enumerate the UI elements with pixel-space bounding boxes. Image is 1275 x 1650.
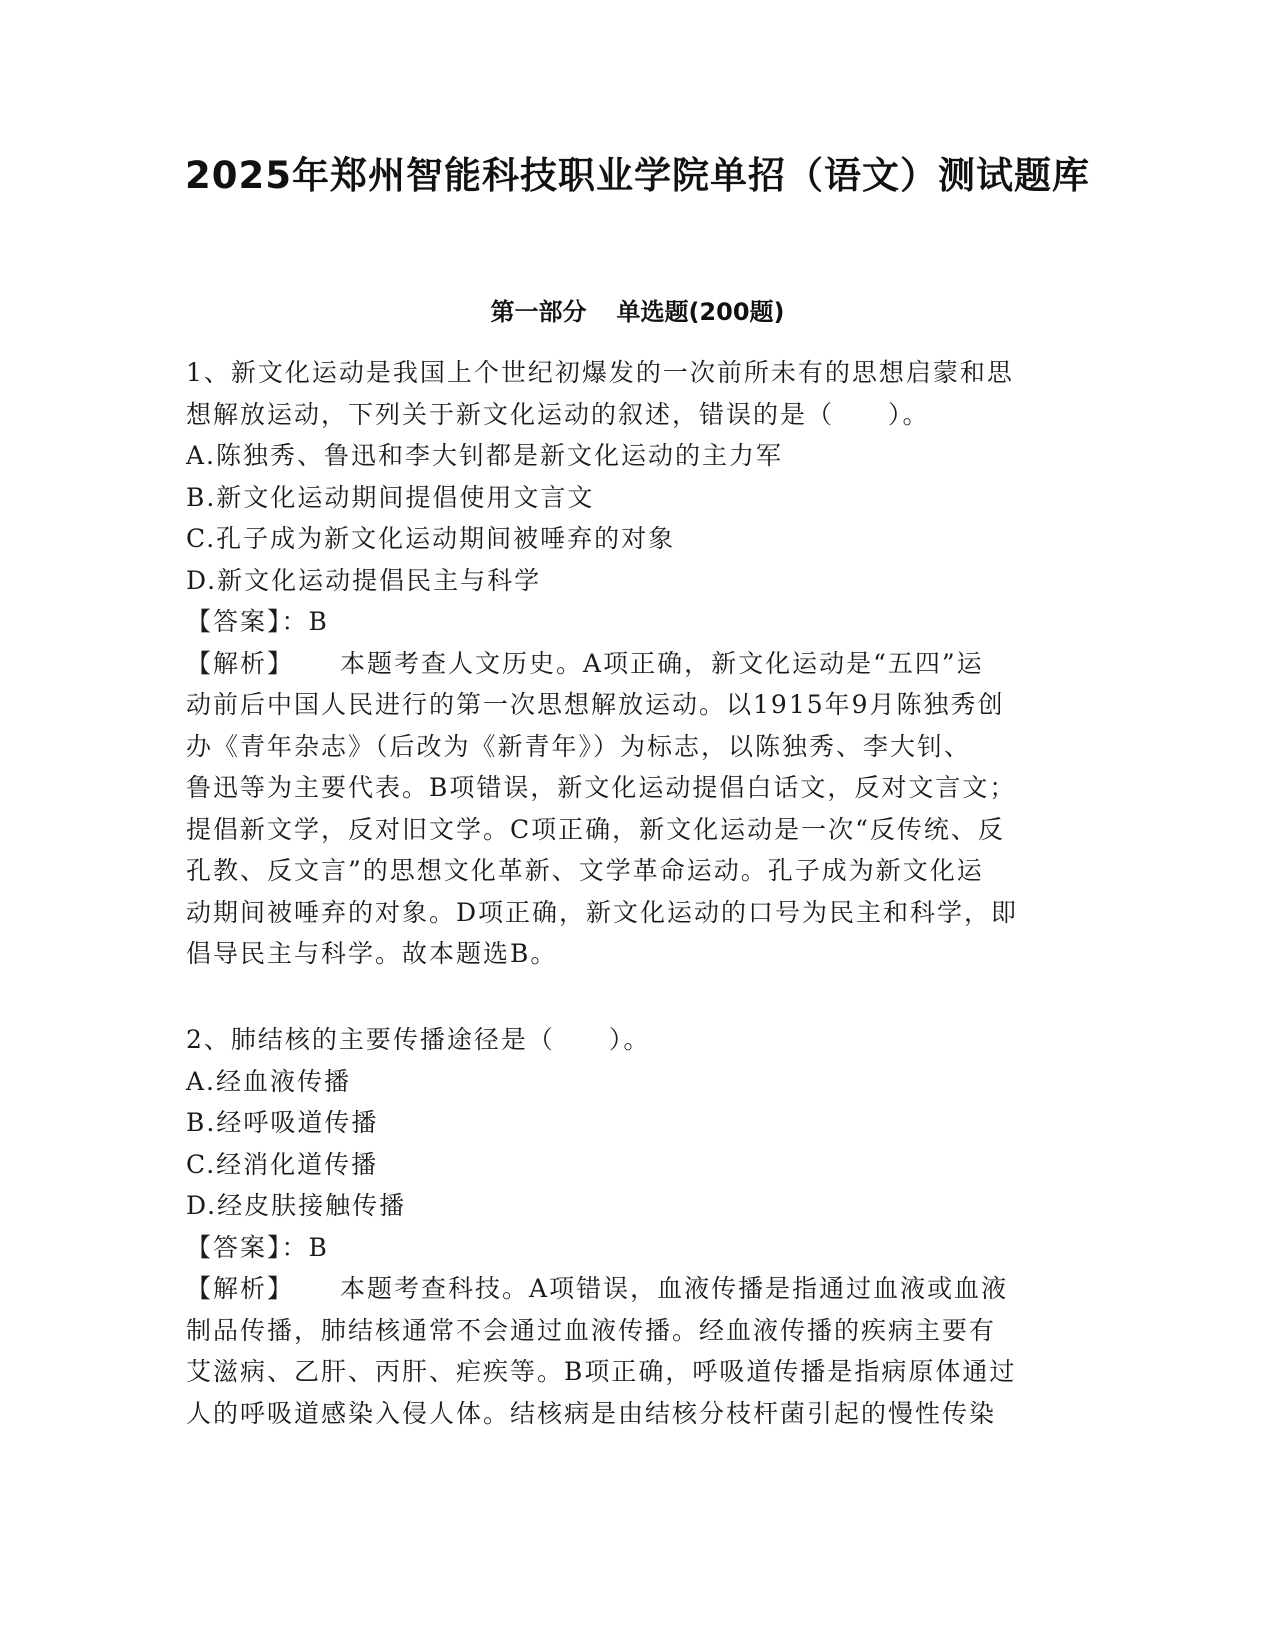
- analysis-label: 【解析】: [186, 1274, 295, 1303]
- option-b: B.经呼吸道传播: [186, 1108, 379, 1137]
- analysis-text: 艾滋病、乙肝、丙肝、疟疾等。B项正确，呼吸道传播是指病原体通过: [186, 1357, 1017, 1386]
- answer-value: B: [308, 607, 329, 636]
- answer-label: 【答案】：: [186, 1232, 309, 1262]
- section-part-label: 第一部分: [490, 298, 587, 326]
- answer-line: [186, 601, 1086, 643]
- option-a: A.经血液传播: [186, 1066, 352, 1096]
- analysis-text: 孔教、反文言”的思想文化革新、文学革命运动。孔子成为新文化运: [186, 856, 984, 885]
- analysis-text: 动期间被唾弃的对象。D项正确，新文化运动的口号为民主和科学，即: [186, 897, 1019, 927]
- analysis-line: [186, 1268, 1086, 1310]
- question-stem-line: 2、肺结核的主要传播途径是（ ）。: [186, 1025, 651, 1054]
- analysis-line: [186, 643, 1086, 685]
- option-d: D.经皮肤接触传播: [186, 1191, 407, 1220]
- question-stem-line: 想解放运动，下列关于新文化运动的叙述，错误的是（ ）。: [186, 399, 930, 429]
- option-c: C.孔子成为新文化运动期间被唾弃的对象: [186, 524, 676, 553]
- analysis-label: 【解析】: [186, 648, 295, 678]
- analysis-text: 本题考查人文历史。A项正确，新文化运动是“五四”运: [340, 648, 984, 678]
- analysis-text: 制品传播，肺结核通常不会通过血液传播。经血液传播的疾病主要有: [186, 1315, 997, 1345]
- option-d: D.新文化运动提倡民主与科学: [186, 565, 542, 595]
- analysis-text: 提倡新文学，反对旧文学。C项正确，新文化运动是一次“反传统、反: [186, 814, 1005, 844]
- question-stem-line: 1、新文化运动是我国上个世纪初爆发的一次前所未有的思想启蒙和思: [186, 358, 1014, 387]
- analysis-text: 动前后中国人民进行的第一次思想解放运动。以1915年9月陈独秀创: [186, 690, 1005, 719]
- document-title: 2025年郑州智能科技职业学院单招（语文）测试题库: [185, 154, 1090, 197]
- option-a: A.陈独秀、鲁迅和李大钊都是新文化运动的主力军: [186, 441, 784, 470]
- option-c: C.经消化道传播: [186, 1149, 379, 1179]
- answer-value: B: [308, 1232, 329, 1262]
- section-title: [0, 292, 1275, 327]
- option-b: B.新文化运动期间提倡使用文言文: [186, 482, 595, 512]
- analysis-text: 鲁迅等为主要代表。B项错误，新文化运动提倡白话文，反对文言文；: [186, 773, 1017, 802]
- analysis-text: 本题考查科技。A项错误，血液传播是指通过血液或血液: [340, 1274, 1009, 1303]
- answer-line: [186, 1227, 1086, 1269]
- question-2: [186, 1019, 1086, 1434]
- section-type-label: 单选题(200题): [616, 298, 785, 326]
- analysis-text: 倡导民主与科学。故本题选B。: [186, 939, 558, 968]
- question-1: [186, 352, 1086, 975]
- analysis-text: 办《青年杂志》（后改为《新青年》）为标志，以陈独秀、李大钊、: [186, 731, 972, 761]
- answer-label: 【答案】：: [186, 607, 309, 636]
- analysis-text: 人的呼吸道感染入侵人体。结核病是由结核分枝杆菌引起的慢性传染: [186, 1398, 997, 1428]
